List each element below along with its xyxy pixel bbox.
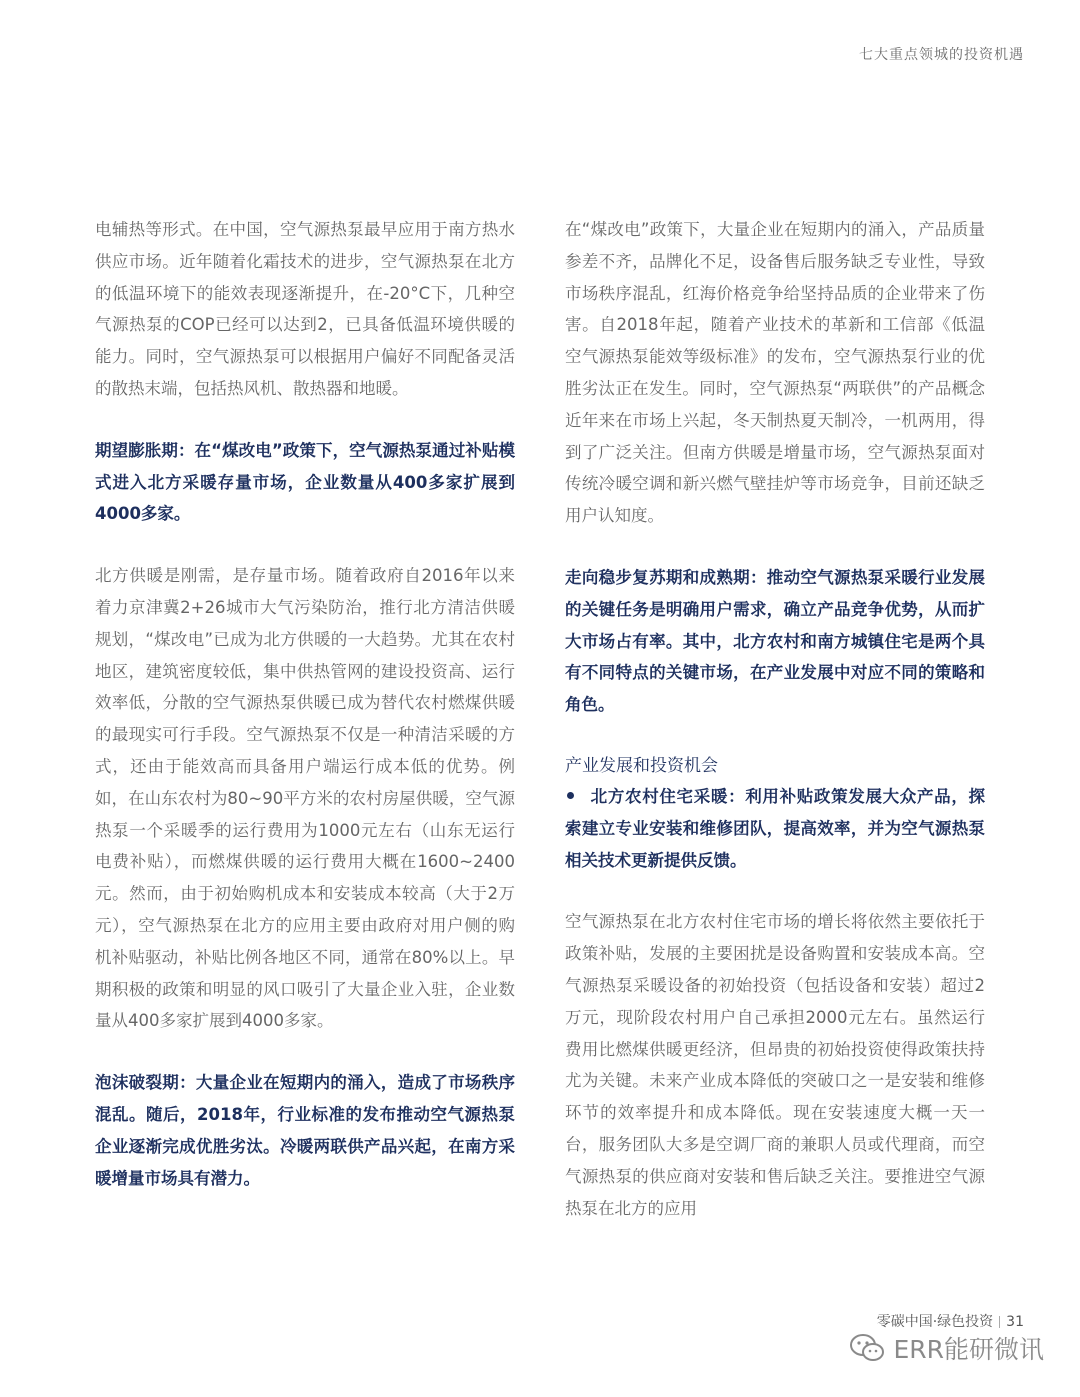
right-column [565, 214, 985, 1254]
footer-separator [999, 1316, 1000, 1328]
left-column [95, 214, 515, 1224]
right-para-3: 空气源热泵在北方农村住宅市场的增长将依然主要依托于政策补贴，发展的主要困扰是设备购置和安装成本高。空气源热泵采暖设备的初始投资（包括设备和安装）超过2万元，现阶段农村用户自己承担2000元左右。虽然运行费用比燃煤供暖更经济，但昂贵的初始投资使得政策扶持尤为关键。未来产业成本降低的突破口之一是安装和维修环节的效率提升和成本降低。现在安装速度大概一天一台，服务团队大多是空调厂商的兼职人员或代理商，而空气源热泵的供应商对安装和售后缺乏关注。要推进空气源热泵在北方的应用 [565, 912, 985, 1218]
left-para-3: 北方供暖是刚需，是存量市场。随着政府自2016年以来着力京津冀2+26城市大气污染防治，推行北方清洁供暖规划，“煤改电”已成为北方供暖的一大趋势。尤其在农村地区，建筑密度较低，集中供热管网的建设投资高、运行效率低，分散的空气源热泵供暖已成为替代农村燃煤供暖的最现实可行手段。空气源热泵不仅是一种清洁采暖的方式，还由于能效高而具备用户端运行成本低的优势。例如，在山东农村为80~90平方米的农村房屋供暖，空气源热泵一个采暖季的运行费用为1000元左右（山东无运行电费补贴），而燃煤供暖的运行费用大概在1600~2400元。然而，由于初始购机成本和安装成本较高（大于2万元），空气源热泵在北方的应用主要由政府对用户侧的购机补贴驱动，补贴比例各地区不同，通常在80%以上。早期积极的政策和明显的风口吸引了大量企业入驻，企业数量从400多家扩展到4000多家。 [95, 566, 515, 1031]
wechat-icon [849, 1333, 885, 1363]
footer-publication: 零碳中国·绿色投资 [876, 1314, 994, 1330]
section-heading: 产业发展和投资机会 [565, 755, 718, 776]
bullet-text: 北方农村住宅采暖：利用补贴政策发展大众产品，探索建立专业安装和维修团队，提高效率，并为空气源热泵相关技术更新提供反馈。 [565, 786, 985, 870]
bullet-item [565, 781, 985, 876]
footer [877, 1311, 1024, 1331]
watermark-text: ERR能研微讯 [893, 1335, 1044, 1364]
left-para-bubble-phase: 泡沫破裂期：大量企业在短期内的涌入，造成了市场秩序混乱。随后，2018年，行业标准的发布推动空气源热泵企业逐渐完成优胜劣汰。冷暖两联供产品兴起，在南方采暖增量市场具有潜力。 [95, 1073, 515, 1188]
header-title: 七大重点领城的投资机遇 [859, 47, 1024, 63]
left-para-1: 电辅热等形式。在中国，空气源热泵最早应用于南方热水供应市场。近年随着化霜技术的进步，空气源热泵在北方的低温环境下的能效表现逐渐提升，在-20°C下，几种空气源热泵的COP已经可以达到2，已具备低温环境供暖的能力。同时，空气源热泵可以根据用户偏好不同配备灵活的散热末端，包括热风机、散热器和地暖。 [95, 220, 515, 398]
right-para-recovery-phase: 走向稳步复苏期和成熟期：推动空气源热泵采暖行业发展的关键任务是明确用户需求，确立产品竞争优势，从而扩大市场占有率。其中，北方农村和南方城镇住宅是两个具有不同特点的关键市场，在产业发展中对应不同的策略和角色。 [565, 567, 985, 715]
bullet-dot-icon [567, 792, 574, 799]
left-para-expectation-phase: 期望膨胀期：在“煤改电”政策下，空气源热泵通过补贴模式进入北方采暖存量市场，企业数量从400多家扩展到4000多家。 [95, 440, 515, 524]
right-para-1: 在“煤改电”政策下，大量企业在短期内的涌入，产品质量参差不齐，品牌化不足，设备售后服务缺乏专业性，导致市场秩序混乱，红海价格竞争给坚持品质的企业带来了伤害。自2018年起，随着产业技术的革新和工信部《低温空气源热泵能效等级标准》的发布，空气源热泵行业的优胜劣汰正在发生。同时，空气源热泵“两联供”的产品概念近年来在市场上兴起，冬天制热夏天制冷，一机两用，得到了广泛关注。但南方供暖是增量市场，空气源热泵面对传统冷暖空调和新兴燃气壁挂炉等市场竞争，目前还缺乏用户认知度。 [565, 220, 985, 526]
watermark [849, 1330, 1044, 1366]
page-number: 31 [1006, 1314, 1024, 1330]
